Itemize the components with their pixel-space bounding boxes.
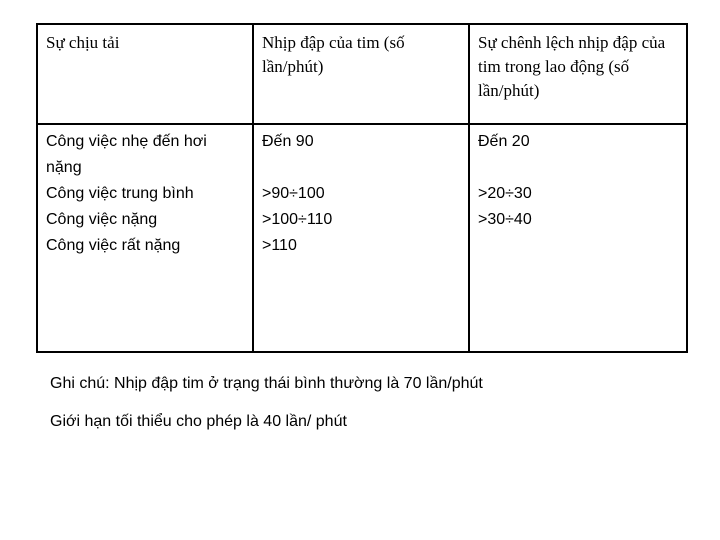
workload-light: Công việc nhẹ đến hơi nặng xyxy=(46,133,207,176)
notes-section xyxy=(50,374,483,432)
heart-rate-table xyxy=(36,23,688,353)
header-workload: Sự chịu tải xyxy=(37,24,253,124)
table-body-row xyxy=(37,124,687,352)
header-heart-rate: Nhịp đập của tim (số lần/phút) xyxy=(253,24,469,124)
heart-rate-cell xyxy=(253,124,469,352)
heart-rate-very-heavy: >110 xyxy=(262,237,297,254)
difference-heavy: >30÷40 xyxy=(478,211,532,228)
workload-heavy: Công việc nặng xyxy=(46,211,158,228)
workload-very-heavy: Công việc rất nặng xyxy=(46,237,181,254)
header-heart-rate-difference: Sự chênh lệch nhịp đập của tim trong lao động (số lần/phút) xyxy=(469,24,687,124)
heart-rate-medium: >90÷100 xyxy=(262,185,325,202)
spacer xyxy=(478,155,678,181)
workload-medium: Công việc trung bình xyxy=(46,185,194,202)
workload-cell xyxy=(37,124,253,352)
spacer xyxy=(262,155,460,181)
heart-rate-heavy: >100÷110 xyxy=(262,211,333,228)
difference-cell xyxy=(469,124,687,352)
difference-light: Đến 20 xyxy=(478,133,530,150)
heart-rate-light: Đến 90 xyxy=(262,133,314,150)
note-minimum-limit: Giới hạn tối thiểu cho phép là 40 lần/ phút xyxy=(50,413,347,430)
note-normal-heart-rate: Ghi chú: Nhịp đập tim ở trạng thái bình thường là 70 lần/phút xyxy=(50,375,483,392)
table-header-row xyxy=(37,24,687,124)
difference-medium: >20÷30 xyxy=(478,185,532,202)
